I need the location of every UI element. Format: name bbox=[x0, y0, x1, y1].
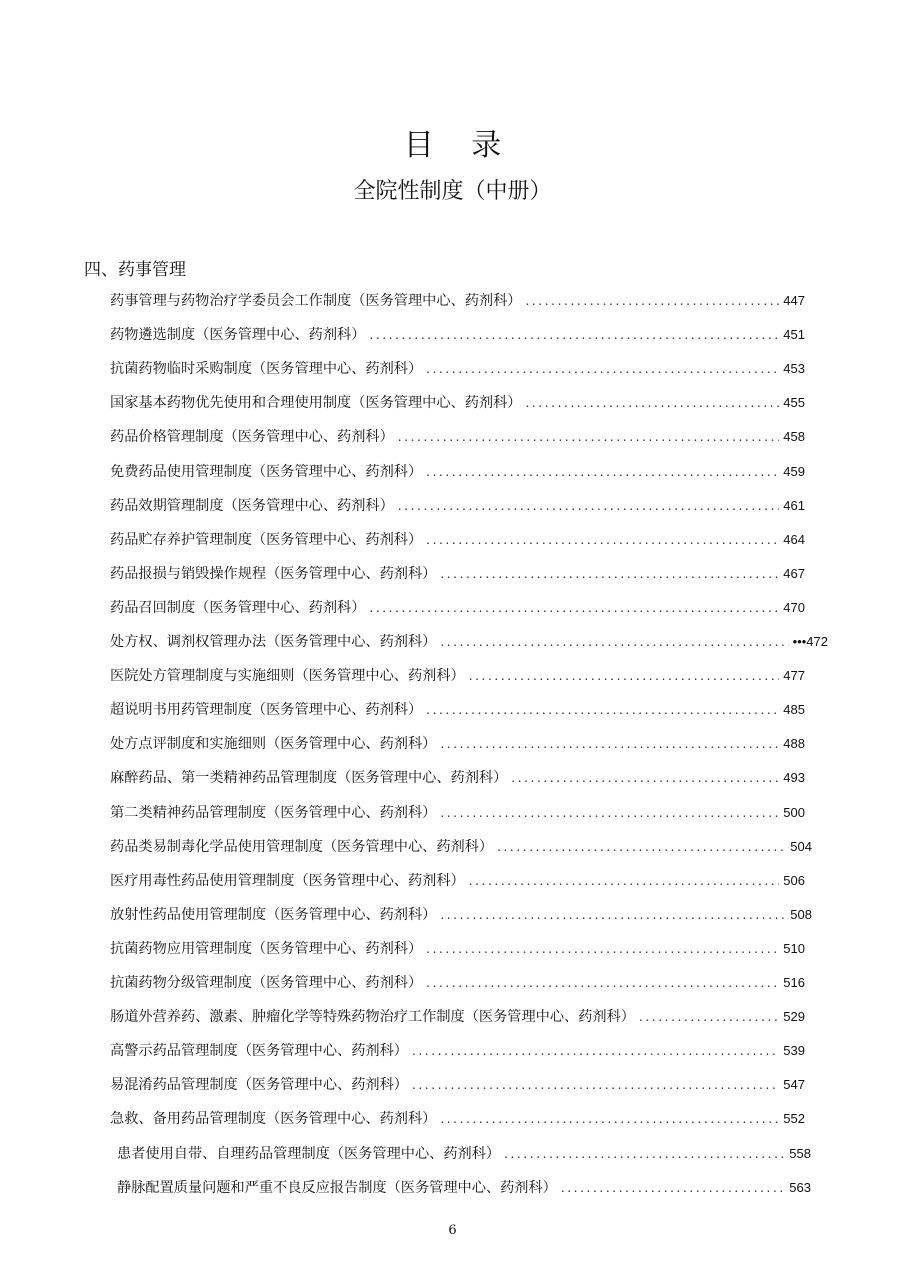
toc-entry[interactable] bbox=[110, 495, 805, 517]
toc-entry-page: 510 bbox=[783, 940, 805, 956]
toc-dot-leader bbox=[426, 358, 779, 380]
toc-entry[interactable] bbox=[110, 392, 805, 414]
section-heading: 四、药事管理 bbox=[84, 260, 186, 280]
toc-entry[interactable] bbox=[110, 563, 805, 585]
toc-entry-title: 药品效期管理制度（医务管理中心、药剂科） bbox=[110, 497, 394, 514]
toc-entry-page: 516 bbox=[783, 975, 805, 990]
toc-entry[interactable] bbox=[110, 426, 805, 448]
toc-entry-page: 451 bbox=[783, 327, 805, 343]
toc-entry[interactable] bbox=[110, 972, 805, 994]
toc-entry[interactable] bbox=[110, 870, 805, 892]
toc-dot-leader bbox=[398, 495, 780, 517]
toc-entry[interactable] bbox=[110, 938, 805, 960]
toc-entry[interactable] bbox=[110, 290, 805, 312]
toc-entry-title: 静脉配置质量问题和严重不良反应报告制度（医务管理中心、药剂科） bbox=[117, 1179, 557, 1196]
toc-entry-page: 488 bbox=[783, 736, 805, 752]
toc-entry-page: 552 bbox=[783, 1111, 805, 1127]
toc-entry-title: 国家基本药物优先使用和合理使用制度（医务管理中心、药剂科） bbox=[110, 395, 522, 412]
toc-dot-leader bbox=[440, 802, 779, 824]
toc-entry[interactable] bbox=[117, 1143, 811, 1165]
toc-entry[interactable] bbox=[110, 802, 805, 824]
toc-entry[interactable] bbox=[117, 1177, 811, 1199]
toc-dot-leader bbox=[440, 904, 786, 926]
page-subtitle: 全院性制度（中册） bbox=[353, 179, 552, 204]
toc-entry-page: 547 bbox=[783, 1077, 805, 1093]
toc-entry-title: 药品召回制度（医务管理中心、药剂科） bbox=[110, 599, 366, 616]
toc-entry-page: 529 bbox=[783, 1009, 805, 1025]
toc-entry-title: 药品贮存养护管理制度（医务管理中心、药剂科） bbox=[110, 531, 423, 548]
toc-entry-page: 485 bbox=[783, 702, 805, 718]
toc-entry-title: 免费药品使用管理制度（医务管理中心、药剂科） bbox=[110, 463, 423, 480]
toc-entry[interactable] bbox=[110, 461, 805, 483]
toc-dot-leader bbox=[369, 324, 779, 346]
toc-dot-leader bbox=[426, 972, 779, 994]
toc-entry-page: 447 bbox=[783, 293, 805, 308]
toc-entry[interactable] bbox=[110, 1040, 805, 1062]
toc-entry-title: 第二类精神药品管理制度（医务管理中心、药剂科） bbox=[110, 804, 437, 821]
toc-entry-title: 药品类易制毒化学品使用管理制度（医务管理中心、药剂科） bbox=[110, 838, 494, 855]
toc-entry[interactable] bbox=[110, 529, 805, 551]
toc-dot-leader bbox=[511, 767, 779, 789]
toc-entry-title: 易混淆药品管理制度（医务管理中心、药剂科） bbox=[110, 1077, 408, 1094]
toc-dot-leader bbox=[525, 290, 779, 312]
toc-dot-leader bbox=[426, 529, 779, 551]
toc-entry-page: 558 bbox=[789, 1145, 811, 1161]
toc-dot-leader bbox=[398, 426, 780, 448]
toc-entry-title: 急救、备用药品管理制度（医务管理中心、药剂科） bbox=[110, 1111, 437, 1128]
toc-entry-title: 超说明书用药管理制度（医务管理中心、药剂科） bbox=[110, 702, 423, 719]
toc-entry[interactable] bbox=[110, 1074, 805, 1096]
toc-dot-leader bbox=[440, 563, 779, 585]
toc-entry[interactable] bbox=[110, 631, 828, 653]
toc-entry-title: 放射性药品使用管理制度（医务管理中心、药剂科） bbox=[110, 906, 437, 923]
toc-entry-page: 539 bbox=[783, 1043, 805, 1059]
toc-entry-title: 麻醉药品、第一类精神药品管理制度（医务管理中心、药剂科） bbox=[110, 770, 508, 787]
toc-entry-page: 470 bbox=[783, 599, 805, 615]
toc-entry-page: 458 bbox=[783, 429, 805, 445]
toc-entry[interactable] bbox=[110, 597, 805, 619]
toc-dot-leader bbox=[412, 1040, 779, 1062]
toc-entry-page: 455 bbox=[783, 395, 805, 411]
toc-entry-page: 500 bbox=[783, 804, 805, 820]
toc-entry-page: 508 bbox=[790, 906, 812, 922]
toc-dot-leader bbox=[412, 1074, 779, 1096]
toc-dot-leader bbox=[561, 1177, 785, 1199]
toc-entry[interactable] bbox=[110, 699, 805, 721]
toc-entry-page: 453 bbox=[783, 361, 805, 377]
toc-dot-leader bbox=[440, 1108, 779, 1130]
toc-entry-title: 处方点评制度和实施细则（医务管理中心、药剂科） bbox=[110, 736, 437, 753]
toc-dot-leader bbox=[426, 699, 779, 721]
toc-dot-leader bbox=[426, 938, 779, 960]
toc-entry-title: 药品报损与销毁操作规程（医务管理中心、药剂科） bbox=[110, 565, 437, 582]
toc-dot-leader bbox=[440, 631, 788, 653]
toc-entry-page: 563 bbox=[789, 1179, 811, 1195]
page-title: 目 录 bbox=[403, 128, 516, 163]
toc-entry-title: 抗菌药物分级管理制度（医务管理中心、药剂科） bbox=[110, 975, 423, 991]
toc-entry-page: 467 bbox=[783, 565, 805, 581]
toc-entry-title: 高警示药品管理制度（医务管理中心、药剂科） bbox=[110, 1043, 408, 1060]
toc-entry-title: 药物遴选制度（医务管理中心、药剂科） bbox=[110, 327, 366, 344]
toc-entry-title: 药品价格管理制度（医务管理中心、药剂科） bbox=[110, 429, 394, 446]
toc-entry[interactable] bbox=[110, 904, 812, 926]
toc-entry-title: 医疗用毒性药品使用管理制度（医务管理中心、药剂科） bbox=[110, 872, 465, 889]
toc-entry-title: 抗菌药物临时采购制度（医务管理中心、药剂科） bbox=[110, 361, 423, 378]
toc-entry-page: 506 bbox=[783, 872, 805, 888]
toc-entry-title: 肠道外营养药、激素、肿瘤化学等特殊药物治疗工作制度（医务管理中心、药剂科） bbox=[110, 1009, 635, 1026]
toc-entry-title: 医院处方管理制度与实施细则（医务管理中心、药剂科） bbox=[110, 668, 465, 685]
toc-entry[interactable] bbox=[110, 1108, 805, 1130]
toc-dot-leader bbox=[369, 597, 779, 619]
toc-entry-page: 493 bbox=[783, 770, 805, 786]
toc-dot-leader bbox=[639, 1006, 779, 1028]
toc-entry-page: 464 bbox=[783, 531, 805, 547]
toc-entry[interactable] bbox=[110, 324, 805, 346]
toc-entry-title: 药事管理与药物治疗学委员会工作制度（医务管理中心、药剂科） bbox=[110, 293, 522, 309]
toc-dot-leader bbox=[469, 665, 780, 687]
toc-entry-page: 477 bbox=[783, 668, 805, 684]
toc-entry-page: 459 bbox=[783, 463, 805, 479]
toc-entry[interactable] bbox=[110, 358, 805, 380]
toc-entry-page: •••472 bbox=[792, 634, 828, 649]
toc-entry-page: 504 bbox=[790, 838, 812, 854]
toc-entry[interactable] bbox=[110, 733, 805, 755]
toc-entry[interactable] bbox=[110, 836, 812, 858]
toc-dot-leader bbox=[469, 870, 780, 892]
toc-dot-leader bbox=[440, 733, 779, 755]
toc-entry-title: 处方权、调剂权管理办法（医务管理中心、药剂科） bbox=[110, 634, 437, 650]
page-number: 6 bbox=[448, 1223, 457, 1238]
toc-entry[interactable] bbox=[110, 1006, 805, 1028]
toc-entry-title: 患者使用自带、自理药品管理制度（医务管理中心、药剂科） bbox=[117, 1145, 501, 1162]
toc-entry-title: 抗菌药物应用管理制度（医务管理中心、药剂科） bbox=[110, 940, 423, 957]
toc-dot-leader bbox=[504, 1143, 785, 1165]
toc-dot-leader bbox=[525, 392, 779, 414]
toc-entry-page: 461 bbox=[783, 497, 805, 513]
toc-dot-leader bbox=[497, 836, 786, 858]
toc-entry[interactable] bbox=[110, 665, 805, 687]
toc-dot-leader bbox=[426, 461, 779, 483]
toc-entry[interactable] bbox=[110, 767, 805, 789]
